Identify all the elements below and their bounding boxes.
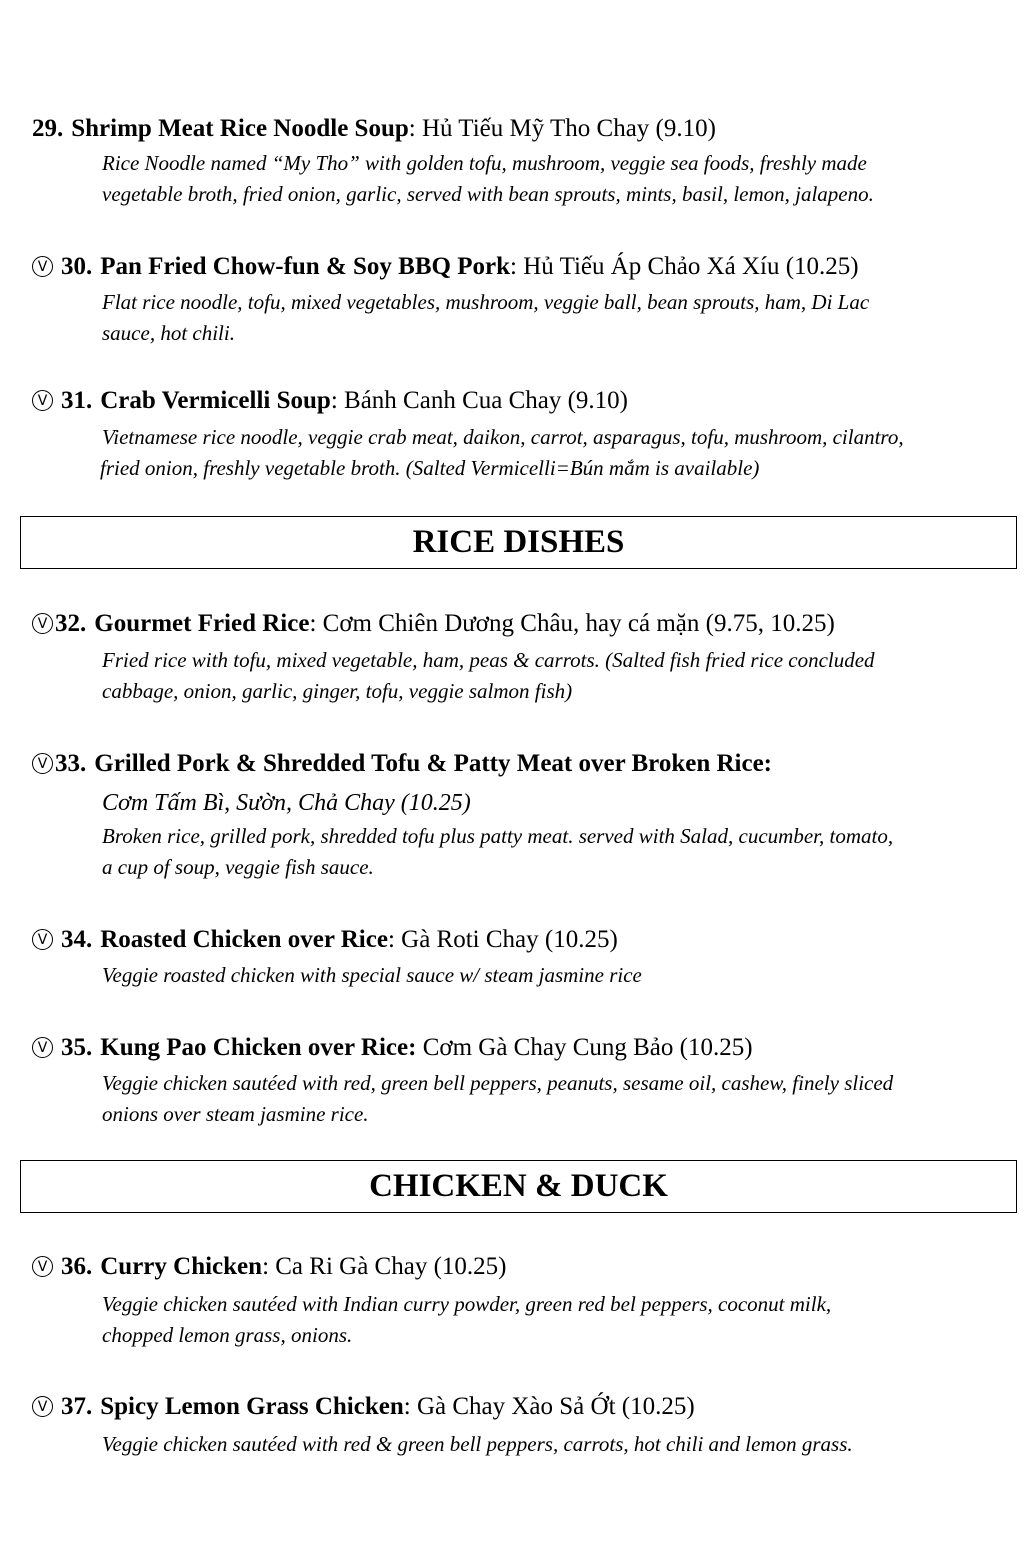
item-number: 32. <box>55 610 87 637</box>
item-number: 34. <box>61 926 93 953</box>
item-number: 31. <box>61 387 93 414</box>
item-vietnamese-name: : Gà Chay Xào Sả Ớt (10.25) <box>403 1393 695 1420</box>
item-title-line <box>32 386 628 416</box>
item-description-line-2: chopped lemon grass, onions. <box>102 1323 353 1347</box>
item-description-line-2: vegetable broth, fried onion, garlic, served with bean sprouts, mints, basil, lemon, jalapeno. <box>102 182 874 206</box>
item-name: Curry Chicken <box>100 1253 263 1280</box>
item-description-line-1: Vietnamese rice noodle, veggie crab meat, daikon, carrot, asparagus, tofu, mushroom, cilantro, <box>102 425 904 449</box>
item-vietnamese-name: : Ca Ri Gà Chay (10.25) <box>262 1253 507 1280</box>
item-title-line <box>32 114 716 144</box>
item-name: Kung Pao Chicken over Rice: <box>100 1034 417 1061</box>
item-description-line-1: Veggie chicken sautéed with red & green bell peppers, carrots, hot chili and lemon grass. <box>102 1432 853 1456</box>
item-name: Grilled Pork & Shredded Tofu & Patty Meat over Broken Rice: <box>94 750 772 777</box>
item-description-line-2: a cup of soup, veggie fish sauce. <box>102 855 374 879</box>
item-description-line-1: Veggie roasted chicken with special sauce w/ steam jasmine rice <box>102 963 642 987</box>
vegan-icon: V <box>32 256 53 277</box>
item-title-line <box>32 609 835 639</box>
item-description-line-2: sauce, hot chili. <box>102 321 235 345</box>
item-description-line-2: onions over steam jasmine rice. <box>102 1102 369 1126</box>
item-title-line <box>32 749 772 779</box>
item-title-line <box>32 1252 506 1282</box>
vegan-icon: V <box>32 1037 53 1058</box>
item-description-line-1: Fried rice with tofu, mixed vegetable, ham, peas & carrots. (Salted fish fried rice concluded <box>102 648 875 672</box>
item-number: 30. <box>61 253 93 280</box>
item-number: 36. <box>61 1253 93 1280</box>
item-name: Spicy Lemon Grass Chicken <box>100 1393 404 1420</box>
item-description-line-1: Broken rice, grilled pork, shredded tofu plus patty meat. served with Salad, cucumber, tomato, <box>102 824 894 848</box>
vegan-icon: V <box>32 613 53 634</box>
item-description-line-2: fried onion, freshly vegetable broth. (Salted Vermicelli=Bún mắm is available) <box>100 456 760 480</box>
item-description-line-2: cabbage, onion, garlic, ginger, tofu, veggie salmon fish) <box>102 679 573 703</box>
vegan-icon: V <box>32 1256 53 1277</box>
item-vietnamese-name: : Cơm Chiên Dương Châu, hay cá mặn (9.75, 10.25) <box>309 610 835 637</box>
item-name: Crab Vermicelli Soup <box>100 387 331 414</box>
item-vietnamese-name: : Hủ Tiếu Mỹ Tho Chay (9.10) <box>408 115 716 142</box>
item-title-line <box>32 925 618 955</box>
vegan-icon: V <box>32 929 53 950</box>
item-name: Pan Fried Chow-fun & Soy BBQ Pork <box>100 253 511 280</box>
item-name: Roasted Chicken over Rice <box>100 926 388 953</box>
item-description-line-1: Rice Noodle named “My Tho” with golden tofu, mushroom, veggie sea foods, freshly made <box>102 151 867 175</box>
item-description-line-1: Veggie chicken sautéed with red, green bell peppers, peanuts, sesame oil, cashew, finely sliced <box>102 1071 894 1095</box>
item-name: Gourmet Fried Rice <box>94 610 310 637</box>
vegan-icon: V <box>32 1396 53 1417</box>
item-vietnamese-name: Cơm Gà Chay Cung Bảo (10.25) <box>416 1034 753 1061</box>
item-vietnamese-name: : Bánh Canh Cua Chay (9.10) <box>330 387 629 414</box>
vegan-icon: V <box>32 753 53 774</box>
item-name: Shrimp Meat Rice Noodle Soup <box>71 115 409 142</box>
item-description-line-1: Flat rice noodle, tofu, mixed vegetables, mushroom, veggie ball, bean sprouts, ham, Di Lac <box>102 290 870 314</box>
item-description-line-1: Veggie chicken sautéed with Indian curry powder, green red bel peppers, coconut milk, <box>102 1292 832 1316</box>
item-title-line <box>32 252 859 282</box>
item-vietnamese-name: : Hủ Tiếu Áp Chảo Xá Xíu (10.25) <box>510 253 859 280</box>
vegan-icon: V <box>32 390 53 411</box>
item-number: 37. <box>61 1393 93 1420</box>
item-title-line <box>32 1392 695 1422</box>
item-number: 29. <box>32 115 64 142</box>
item-vietnamese-name: Cơm Tấm Bì, Sườn, Chả Chay (10.25) <box>102 790 471 816</box>
item-number: 33. <box>55 750 87 777</box>
item-title-line <box>32 1033 753 1063</box>
section-header-chicken-duck: CHICKEN & DUCK <box>20 1160 1017 1213</box>
section-header-rice-dishes: RICE DISHES <box>20 516 1017 569</box>
item-vietnamese-name: : Gà Roti Chay (10.25) <box>387 926 618 953</box>
item-number: 35. <box>61 1034 93 1061</box>
